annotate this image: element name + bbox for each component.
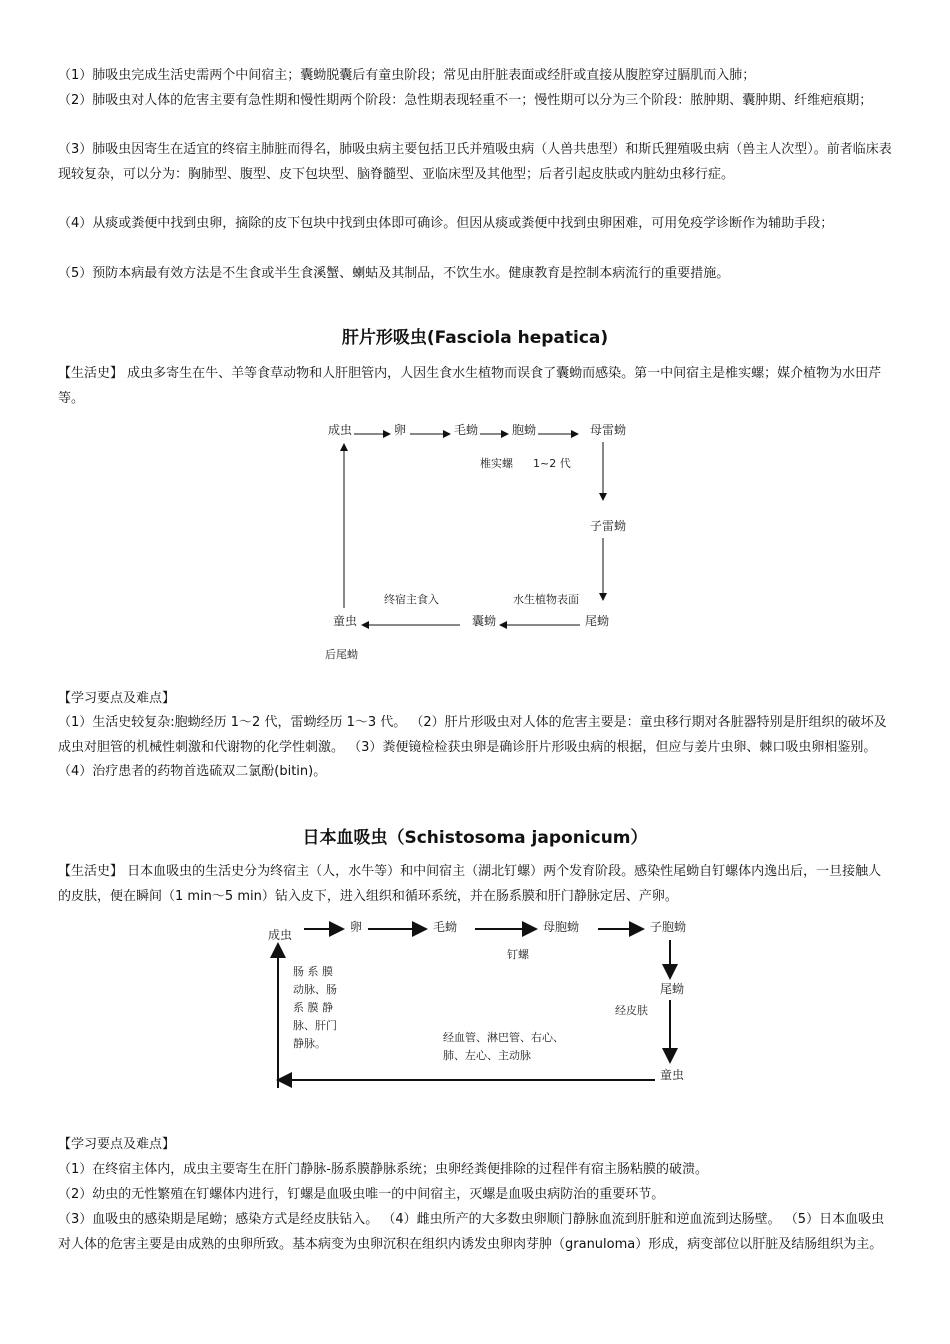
fasciola-excyst-note: 后尾蚴 — [325, 648, 358, 661]
lung-fluke-point-4: （4）从痰或粪便中找到虫卵，摘除的皮下包块中找到虫体即可确诊。但因从痰或粪便中找到虫卵困难，可用免疫学诊断作为辅助手段； — [58, 216, 834, 231]
fasciola-cercaria-label: 尾蚴 — [585, 614, 610, 628]
fasciola-title: 肝片形吸虫(Fasciola hepatica) — [341, 328, 609, 348]
schisto-vessel-line-3: 系 膜 静 — [293, 1001, 333, 1014]
schisto-route-line-2: 肺、左心、主动脉 — [443, 1049, 531, 1062]
schisto-vessel-line-4: 脉、肝门 — [293, 1019, 337, 1032]
schisto-skin-note: 经皮肤 — [615, 1004, 648, 1017]
schisto-route-line-1: 经血管、淋巴管、右心、 — [443, 1031, 564, 1044]
fasciola-host-note: 椎实螺 — [480, 457, 513, 470]
fasciola-key-points: （1）生活史较复杂:胞蚴经历 1～2 代，雷蚴经历 1～3 代。 （2）肝片形吸虫对人体的危害主要是：童虫移行期对各脏器特别是肝组织的破坏及成虫对胆管的机械性刺激和代谢物的化学性刺激。 （3）粪便镜检检获虫卵是确诊肝片形吸虫病的根据，但应与姜片虫卵、棘口吸虫卵相鉴别。 （4）治疗患者的药物首选硫双二氯酚(bitin)。 — [58, 715, 887, 779]
fasciola-juvenile-label: 童虫 — [333, 614, 358, 628]
schisto-key-point-3: （3）血吸虫的感染期是尾蚴；感染方式是经皮肤钻入。 （4）雌虫所产的大多数虫卵顺门静脉血流到肝脏和逆血流到达肠壁。 （5）日本血吸虫对人体的危害主要是由成熟的虫卵所致。基本病变为虫卵沉积在组织内诱发虫卵肉芽肿（granuloma）形成，病变部位以肝脏及结肠组织为主。 — [58, 1212, 885, 1252]
lung-fluke-point-1: （1）肺吸虫完成生活史需两个中间宿主；囊蚴脱囊后有童虫阶段；常见由肝脏表面或经肝或直接从腹腔穿过膈肌而入肺； — [58, 68, 756, 83]
schisto-vessel-line-5: 静脉。 — [293, 1037, 326, 1050]
schisto-vessel-line-2: 动脉、肠 — [293, 983, 337, 996]
fasciola-ingest-note: 终宿主食入 — [384, 593, 439, 606]
schisto-daughter-sporocyst-label: 子胞蚴 — [650, 920, 687, 934]
schisto-title: 日本血吸虫（Schistosoma japonicum） — [302, 828, 648, 848]
schisto-juvenile-label: 童虫 — [660, 1068, 685, 1082]
fasciola-metacercaria-label: 囊蚴 — [472, 614, 497, 628]
lung-fluke-point-3: （3）肺吸虫因寄生在适宜的终宿主肺脏而得名，肺吸虫病主要包括卫氏并殖吸虫病（人兽共患型）和斯氏狸殖吸虫病（兽主人次型）。前者临床表现较复杂，可以分为：胸肺型、腹型、皮下包块型、脑脊髓型、亚临床型及其他型；后者引起皮肤或内脏幼虫移行症。 — [58, 142, 892, 182]
schisto-key-heading: 【学习要点及难点】 — [58, 1137, 176, 1152]
lung-fluke-point-2: （2）肺吸虫对人体的危害主要有急性期和慢性期两个阶段：急性期表现轻重不一；慢性期可以分为三个阶段：脓肿期、囊肿期、纤维疤痕期； — [58, 93, 873, 108]
fasciola-plant-note: 水生植物表面 — [513, 593, 579, 606]
fasciola-egg-label: 卵 — [394, 423, 407, 437]
fasciola-daughter-redia-label: 子雷蚴 — [590, 519, 627, 533]
schisto-snail-note: 钉螺 — [507, 948, 529, 961]
schisto-egg-label: 卵 — [350, 920, 363, 934]
fasciola-mother-redia-label: 母雷蚴 — [590, 423, 627, 437]
lung-fluke-point-5: （5）预防本病最有效方法是不生食或半生食溪蟹、蝲蛄及其制品，不饮生水。健康教育是控制本病流行的重要措施。 — [58, 266, 730, 281]
fasciola-key-heading: 【学习要点及难点】 — [58, 691, 176, 706]
schisto-life-history: 【生活史】 日本血吸虫的生活史分为终宿主（人，水牛等）和中间宿主（湖北钉螺）两个发育阶段。感染性尾蚴自钉螺体内逸出后，一旦接触人的皮肤，便在瞬间（1 min～5 min）钻入皮下，进入组织和循环系统，并在肠系膜和肝门静脉定居、产卵。 — [58, 864, 882, 904]
schisto-adult-label: 成虫 — [268, 928, 293, 942]
fasciola-miracidium-label: 毛蚴 — [454, 423, 479, 437]
fasciola-life-history: 【生活史】 成虫多寄生在牛、羊等食草动物和人肝胆管内，人因生食水生植物而误食了囊蚴而感染。第一中间宿主是椎实螺；媒介植物为水田芹等。 — [58, 366, 882, 406]
fasciola-generation-note: 1~2 代 — [533, 457, 571, 470]
schisto-cercaria-label: 尾蚴 — [660, 982, 685, 996]
schisto-vessel-line-1: 肠 系 膜 — [293, 965, 333, 978]
schisto-key-point-1: （1）在终宿主体内，成虫主要寄生在肝门静脉-肠系膜静脉系统；虫卵经粪便排除的过程伴有宿主肠粘膜的破溃。 — [58, 1162, 708, 1177]
fasciola-adult-label: 成虫 — [328, 423, 353, 437]
schisto-miracidium-label: 毛蚴 — [433, 920, 458, 934]
schisto-key-point-2: （2）幼虫的无性繁殖在钉螺体内进行，钉螺是血吸虫唯一的中间宿主，灭螺是血吸虫病防治的重要环节。 — [58, 1187, 665, 1202]
schisto-mother-sporocyst-label: 母胞蚴 — [543, 920, 580, 934]
fasciola-sporocyst-label: 胞蚴 — [512, 423, 537, 437]
